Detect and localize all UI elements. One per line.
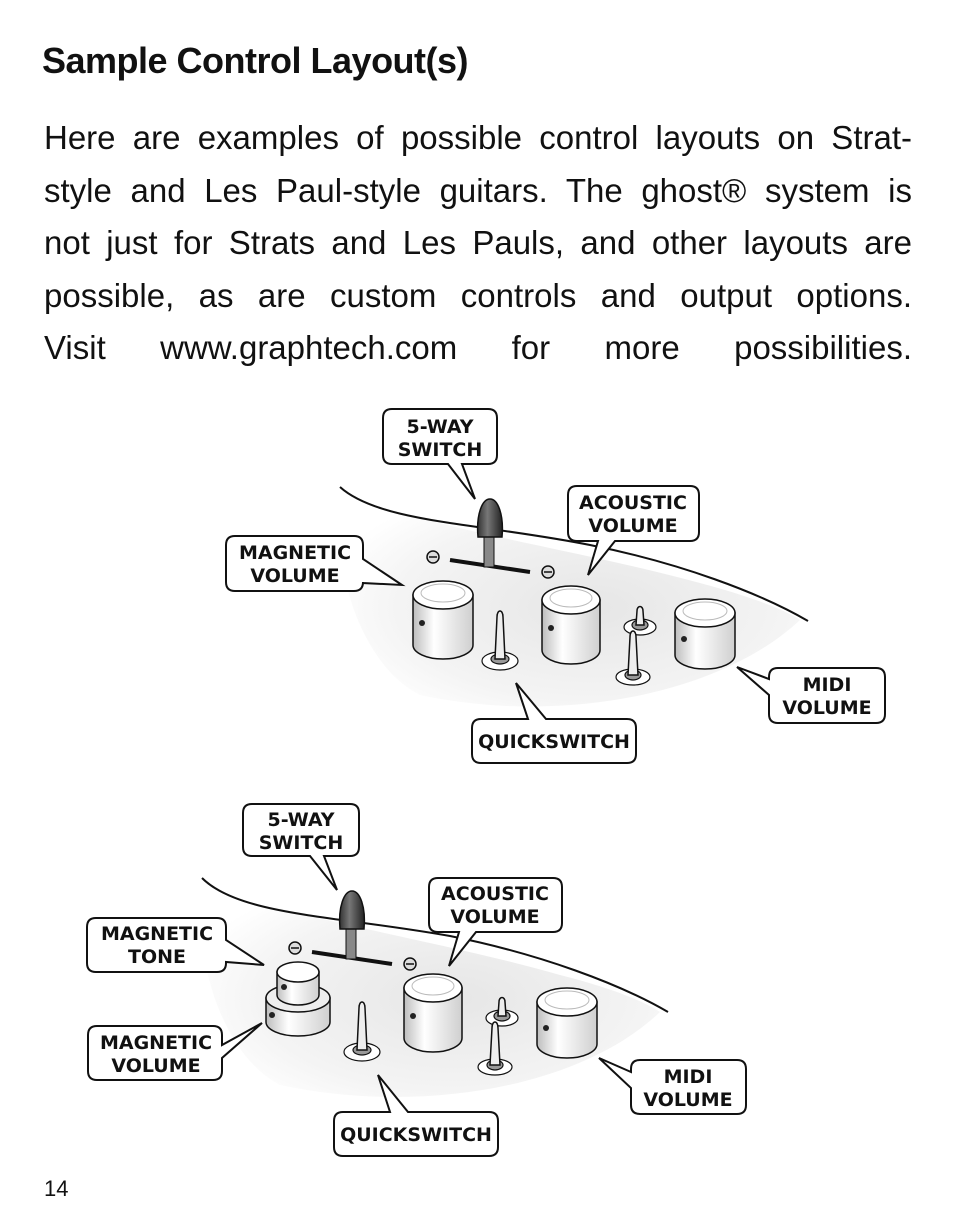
callout-text-line: SWITCH (258, 832, 344, 854)
paragraph-line-4: possible, as are custom controls and output options. (44, 276, 912, 314)
callout-text-line: TONE (128, 946, 186, 968)
intro-paragraph (44, 112, 912, 375)
callout-text-line: QUICKSWITCH (478, 731, 630, 753)
page-title: Sample Control Layout(s) (42, 40, 469, 81)
callout-5-way-switch (383, 409, 497, 499)
acoustic-volume-knob (404, 974, 462, 1052)
paragraph-line-3: not just for Strats and Les Pauls, and other layouts are (44, 224, 912, 261)
callout-text-line: MIDI (802, 674, 852, 696)
callout-text-line: VOLUME (111, 1055, 201, 1077)
callout-text-line: MIDI (663, 1066, 713, 1088)
callout-text-line: MAGNETIC (99, 1032, 213, 1054)
paragraph-line-2: style and Les Paul-style guitars. The ghost® system is (44, 171, 912, 209)
les-paul-control-diagram (0, 790, 954, 1170)
callout-text-line: VOLUME (643, 1089, 733, 1111)
callout-text-line: 5-WAY (406, 416, 474, 438)
callout-midi-volume (737, 667, 885, 723)
magnetic-volume-knob (413, 581, 473, 659)
callout-text-line: VOLUME (588, 515, 678, 537)
paragraph-line-1: Here are examples of possible control layouts on Strat- (44, 119, 912, 156)
page-number: 14 (44, 1176, 69, 1201)
paragraph-line-5: Visit www.graphtech.com for more possibilities. (44, 329, 912, 366)
callout-text-line: ACOUSTIC (579, 492, 687, 514)
strat-control-diagram (0, 395, 954, 775)
callout-text-line: MAGNETIC (238, 542, 352, 564)
callout-text-line: VOLUME (782, 697, 872, 719)
midi-volume-knob (537, 988, 597, 1058)
callout-text-line: MAGNETIC (100, 923, 214, 945)
callout-text-line: 5-WAY (267, 809, 335, 831)
callout-text-line: SWITCH (397, 439, 483, 461)
midi-volume-knob (675, 599, 735, 669)
callout-text-line: ACOUSTIC (441, 883, 549, 905)
callout-midi-volume (599, 1058, 746, 1114)
callout-text-line: QUICKSWITCH (340, 1124, 492, 1146)
acoustic-volume-knob (542, 586, 600, 664)
callout-text-line: VOLUME (250, 565, 340, 587)
callout-text-line: VOLUME (450, 906, 540, 928)
callout-5-way-switch (243, 804, 359, 890)
